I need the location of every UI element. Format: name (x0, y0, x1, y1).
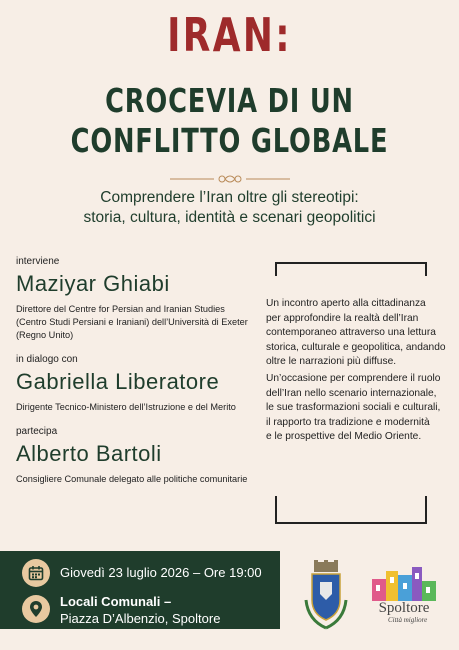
speaker-description (16, 401, 266, 414)
frame-gap (273, 276, 433, 286)
subtitle-line-1: Comprendere l’Iran oltre gli stereotipi: (100, 189, 359, 206)
frame-gap (273, 452, 433, 460)
desc-line: per approfondire la realtà dell’Iran (266, 312, 419, 324)
description-paragraph-2 (266, 372, 456, 445)
speaker-desc-line: Consigliere Comunale delegato alle politiche comunitarie (16, 474, 248, 484)
desc-line: dell’Iran nello scenario internazionale, (266, 387, 437, 399)
event-description (266, 297, 456, 447)
event-info-bar (0, 551, 280, 629)
subtitle (0, 188, 459, 228)
desc-line: contemporaneo attraverso una lettura (266, 327, 436, 339)
municipal-crest-logo (302, 560, 350, 632)
speaker-role: in dialogo con (16, 354, 78, 365)
title-line-2: CONFLITTO GLOBALE (70, 121, 389, 160)
desc-line: storica, culturale e geopolitica, andando (266, 341, 446, 353)
speaker-desc-line: (Regno Unito) (16, 330, 74, 340)
title-main: IRAN: (167, 8, 292, 62)
subtitle-line-2: storia, cultura, identità e scenari geopolitici (83, 209, 376, 226)
desc-line: le sue trasformazioni sociali e culturali, (266, 402, 441, 414)
speaker-1 (16, 256, 266, 342)
speaker-desc-line: Direttore del Centre for Persian and Iranian Studies (16, 304, 225, 314)
speaker-desc-line: Dirigente Tecnico-Ministero dell’Istruzione e del Merito (16, 402, 236, 412)
spoltore-logo-name: Spoltore (378, 600, 430, 616)
speaker-role: partecipa (16, 426, 58, 437)
description-paragraph-1 (266, 297, 456, 370)
speaker-3 (16, 426, 266, 486)
speaker-name: Gabriella Liberatore (16, 369, 220, 394)
desc-line: e le prospettive del Medio Oriente. (266, 431, 422, 443)
event-address: Piazza D’Albenzio, Spoltore (60, 611, 221, 626)
location-pin-icon (22, 595, 50, 623)
title-line-1: CROCEVIA DI UN (105, 81, 354, 120)
speaker-desc-line: (Centro Studi Persiani e Iraniani) dell’Università di Exeter (16, 317, 248, 327)
event-date-time: Giovedì 23 luglio 2026 – Ore 19:00 (60, 565, 262, 580)
event-venue: Locali Comunali – (60, 594, 172, 609)
speaker-role: interviene (16, 256, 60, 267)
desc-line: il rapporto tra tradizione e modernità (266, 416, 430, 428)
speaker-name: Maziyar Ghiabi (16, 271, 170, 296)
desc-line: Un incontro aperto alla cittadinanza (266, 298, 426, 309)
speaker-name: Alberto Bartoli (16, 441, 162, 466)
desc-line: oltre le narrazioni più diffuse. (266, 356, 397, 368)
spoltore-logo-tagline: Città migliore (388, 616, 428, 624)
speaker-description (16, 303, 266, 342)
speakers-list (16, 256, 266, 498)
speaker-description (16, 473, 266, 486)
desc-line: Un’occasione per comprendere il ruolo (266, 372, 441, 384)
calendar-icon (22, 559, 50, 587)
ornament-divider (170, 173, 290, 185)
speaker-2 (16, 354, 266, 414)
